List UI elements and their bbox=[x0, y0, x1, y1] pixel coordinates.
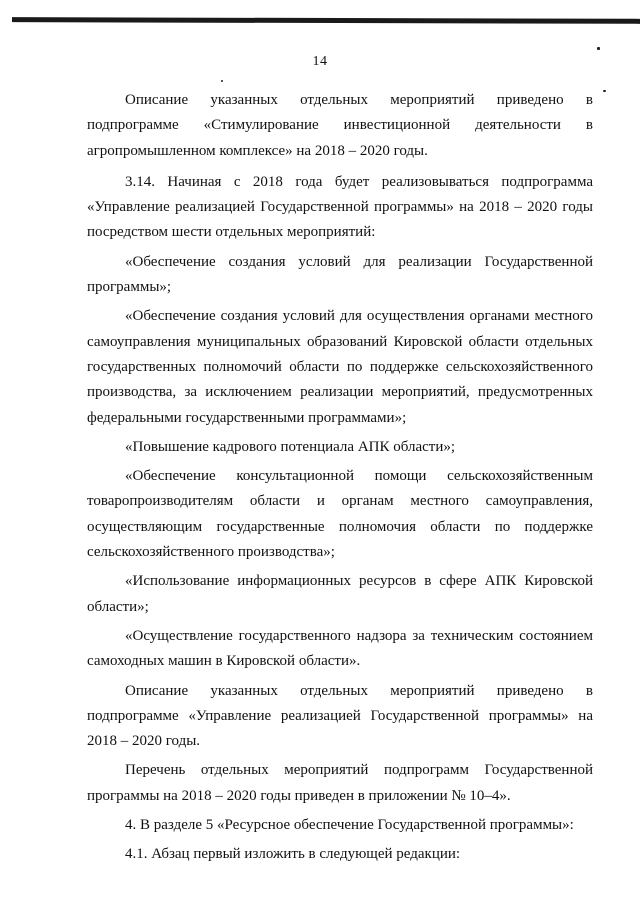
scan-top-border bbox=[12, 17, 640, 24]
page-number: 14 bbox=[312, 54, 328, 69]
paragraph: «Обеспечение создания условий для реализации Государственной программы»; bbox=[87, 253, 593, 296]
scan-speck bbox=[221, 80, 223, 82]
paragraph: 3.14. Начиная с 2018 года будет реализовываться подпрограмма «Управление реализацией Государственной программы» на 2018 – 2020 годы посредством шести отдельных мероприятий: bbox=[87, 173, 593, 241]
paragraph: «Осуществление государственного надзора за техническим состоянием самоходных машин в Кировской области». bbox=[87, 627, 593, 670]
paragraph: «Обеспечение создания условий для осуществления органами местного самоуправления муниципальных образований Кировской области отдельных государственных полномочий области по поддержке сельскохозяйственного производства, за исключением реализации мероприятий, предусмотренных федеральными государственными программами»; bbox=[87, 308, 593, 426]
paragraph: «Повышение кадрового потенциала АПК области»; bbox=[125, 438, 456, 455]
paragraph: «Использование информационных ресурсов в сфере АПК Кировской области»; bbox=[87, 573, 593, 615]
scan-speck bbox=[603, 90, 606, 92]
paragraph: «Обеспечение консультационной помощи сельскохозяйственным товаропроизводителям области и органам местного самоуправления, осуществляющим государственные полномочия области по поддержке сельскохозяйственного производства»; bbox=[87, 468, 593, 561]
document-body bbox=[87, 88, 593, 868]
paragraph: 4. В разделе 5 «Ресурсное обеспечение Государственной программы»: bbox=[125, 817, 574, 834]
paragraph: Описание указанных отдельных мероприятий приведено в подпрограмме «Управление реализацией Государственной программы» на 2018 – 2020 годы. bbox=[87, 682, 593, 750]
paragraph: 4.1. Абзац первый изложить в следующей редакции: bbox=[125, 846, 461, 863]
paragraph: Описание указанных отдельных мероприятий приведено в подпрограмме «Стимулирование инвестиционной деятельности в агропромышленном комплексе» на 2018 – 2020 годы. bbox=[87, 92, 593, 159]
paragraph: Перечень отдельных мероприятий подпрограмм Государственной программы на 2018 – 2020 годы приведен в приложении № 10–4». bbox=[87, 762, 593, 804]
scan-speck bbox=[597, 47, 600, 50]
